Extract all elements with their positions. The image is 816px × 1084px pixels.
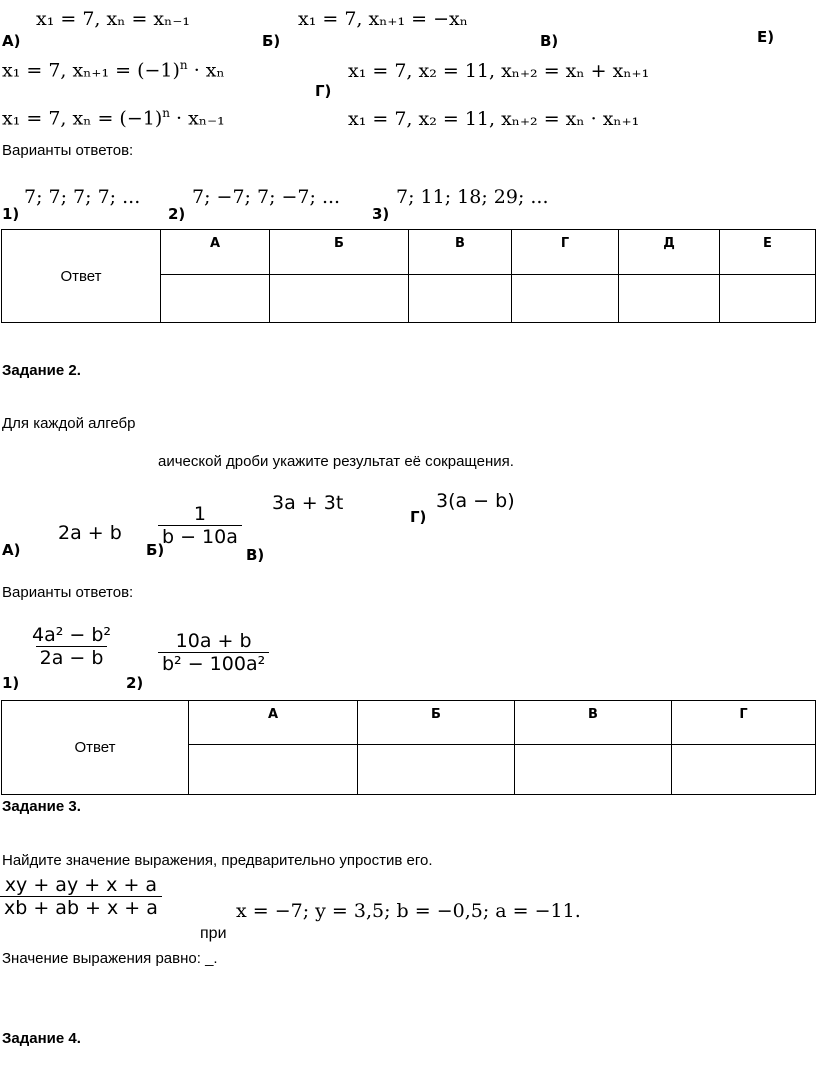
answer-cell-a[interactable]: [161, 275, 270, 323]
variants-title-1: Варианты ответов:: [2, 142, 134, 159]
answer-row-label-2: Ответ: [2, 701, 189, 795]
task3-pri: при: [200, 925, 227, 942]
task3-title: Задание 3.: [2, 798, 81, 815]
formula-b: x₁ = 7, xₙ₊₁ = −xₙ: [298, 8, 468, 30]
answer-num-1: 1): [2, 205, 20, 223]
answer-table-1: [1, 229, 816, 323]
col-header-g: Г: [512, 230, 619, 275]
label-b: Б): [262, 32, 281, 50]
task2-expr-a: 2a + b: [58, 522, 122, 544]
task2-label-a: А): [2, 541, 21, 559]
label-e: Е): [757, 28, 775, 46]
col-header-b: Б: [270, 230, 409, 275]
answer-row-label: Ответ: [2, 230, 161, 323]
label-a: А): [2, 32, 21, 50]
col-header-d: Д: [619, 230, 720, 275]
task3-result-text: Значение выражения равно: _.: [2, 950, 218, 967]
t2-col-header-b: Б: [358, 701, 515, 745]
answer-cell-b[interactable]: [270, 275, 409, 323]
formula-z: x₁ = 7, x₂ = 11, xₙ₊₂ = xₙ · xₙ₊₁: [348, 108, 640, 130]
task3-values: x = −7; y = 3,5; b = −0,5; a = −11.: [236, 900, 581, 922]
task2-answer-fraction-2: $\frac{10a + b}{\text{b² − 100a²}}$: [158, 630, 269, 675]
col-header-e: Е: [720, 230, 816, 275]
task2-text-line2: аической дроби укажите результат её сокращения.: [158, 453, 514, 470]
formula-a: x₁ = 7, xₙ = xₙ₋₁: [36, 8, 191, 30]
task2-expr-v: 3a + 3t: [272, 492, 344, 514]
task2-answer-num-2: 2): [126, 674, 144, 692]
answer-cell-d[interactable]: [619, 275, 720, 323]
task3-fraction: $\frac{xy + ay + x + a}{xb + ab + x + a}$: [0, 874, 162, 919]
t2-col-header-v: В: [515, 701, 672, 745]
label-g: Г): [315, 82, 332, 100]
variants-title-2: Варианты ответов:: [2, 584, 134, 601]
answer-cell-e[interactable]: [720, 275, 816, 323]
task2-fraction-b: $\frac{1}{b - 10a}$: [158, 503, 242, 548]
task2-label-g: Г): [410, 508, 427, 526]
task2-text-line1: Для каждой алгебр: [2, 415, 136, 432]
formula-g: x₁ = 7, x₂ = 11, xₙ₊₂ = xₙ + xₙ₊₁: [348, 60, 650, 82]
t2-answer-cell-g[interactable]: [672, 745, 816, 795]
formula-v: x₁ = 7, $x_{n+1} = (-1)^n \cdot x_n$: [2, 58, 225, 82]
task2-label-v: В): [246, 546, 265, 564]
answer-cell-v[interactable]: [409, 275, 512, 323]
answer-cell-g[interactable]: [512, 275, 619, 323]
col-header-a: А: [161, 230, 270, 275]
answer-num-3: 3): [372, 205, 390, 223]
col-header-v: В: [409, 230, 512, 275]
answer-table-2: [1, 700, 816, 795]
task2-answer-fraction-1: $\frac{\text{4a² − b²}}{2a - b}$: [32, 624, 112, 669]
formula-e: x₁ = 7, $x_n = (-1)^n \cdot x_{n-1}$: [2, 106, 225, 130]
task2-label-b: Б): [146, 541, 165, 559]
task3-text: Найдите значение выражения, предварительно упростив его.: [2, 852, 433, 869]
label-v: В): [540, 32, 559, 50]
t2-answer-cell-a[interactable]: [189, 745, 358, 795]
answer-seq-1: 7; 7; 7; 7; ...: [24, 186, 141, 208]
t2-col-header-g: Г: [672, 701, 816, 745]
t2-answer-cell-v[interactable]: [515, 745, 672, 795]
answer-num-2: 2): [168, 205, 186, 223]
task4-title: Задание 4.: [2, 1030, 81, 1047]
answer-seq-3: 7; 11; 18; 29; ...: [396, 186, 549, 208]
task2-title: Задание 2.: [2, 362, 81, 379]
task2-expr-g: 3(a − b): [436, 490, 515, 512]
task2-answer-num-1: 1): [2, 674, 20, 692]
t2-answer-cell-b[interactable]: [358, 745, 515, 795]
t2-col-header-a: А: [189, 701, 358, 745]
answer-seq-2: 7; −7; 7; −7; ...: [192, 186, 341, 208]
